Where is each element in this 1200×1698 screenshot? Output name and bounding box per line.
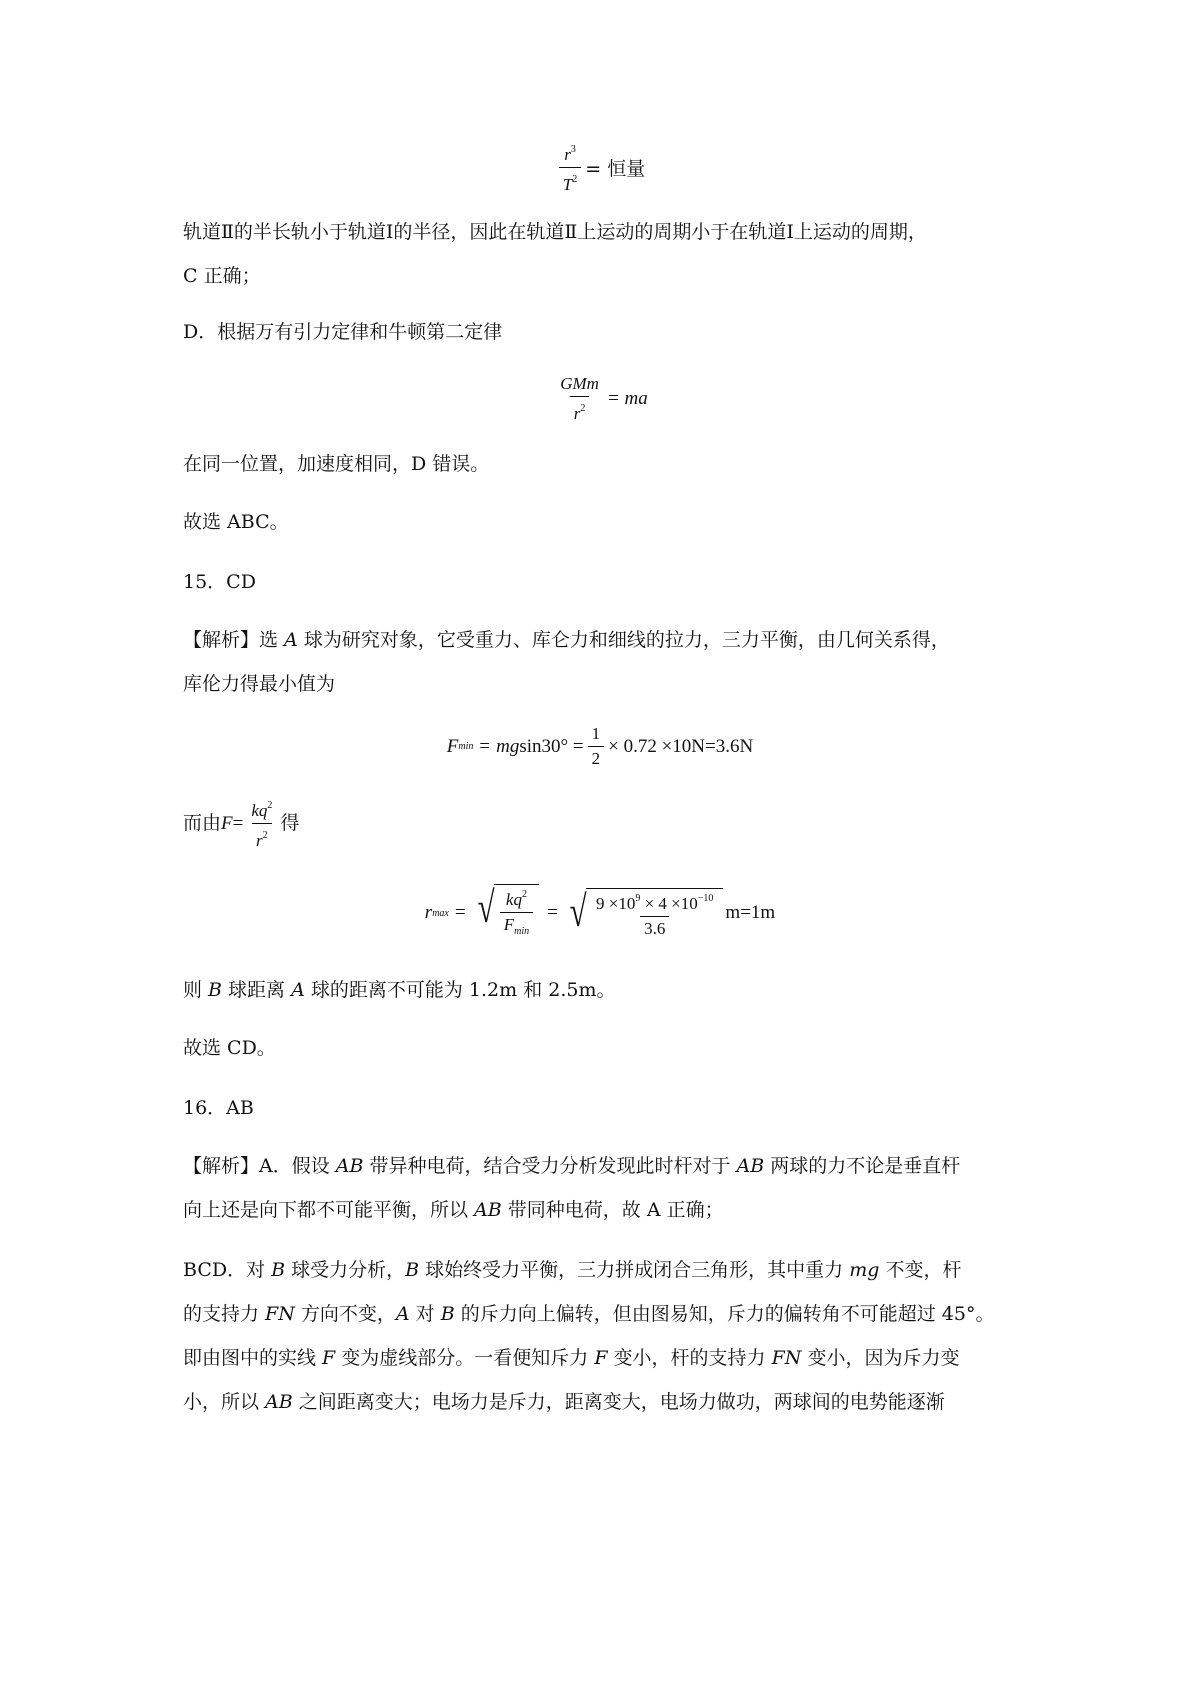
question-answer: 16．AB (183, 1097, 254, 1119)
square-root (566, 888, 724, 939)
paragraph-line: 则 B 球距离 A 球的距离不可能为 1.2m 和 2.5m。 (183, 979, 616, 1001)
paragraph-line: 【解析】A．假设 AB 带异种电荷，结合受力分析发现此时杆对于 AB 两球的力不论是垂直杆 (183, 1155, 961, 1177)
formula-fmin: F min = mg sin30° = $\frac{1}{2}$ × 0.72 ×10N=3.6N (446, 724, 754, 768)
paragraph-line: D．根据万有引力定律和牛顿第二定律 (183, 321, 503, 343)
fraction: $\frac{\text{GMm}}{r^2}$ (560, 374, 599, 423)
radical-icon: √ (477, 883, 495, 932)
formula-kepler (0, 140, 1200, 195)
formula-rmax: r max = √ $\frac{kq^2}{F_{min}}$ = √ $\frac{9 \times 10^9 \times 4 \times 10^{-10}}{3.6}$ m=1m (0, 884, 1200, 942)
formula-rhs: = 恒量 (585, 158, 646, 180)
fraction: $\frac{r^3}{T^2}$ (559, 140, 581, 195)
paragraph-line: C 正确； (183, 265, 261, 287)
radical-icon: √ (569, 886, 587, 936)
formula-rhs: = ma (606, 388, 648, 409)
fraction: $\frac{1}{2}$ (588, 724, 605, 769)
paragraph-line: 而由 F = $\frac{kq^2}{r^2}$ 得 (183, 796, 1043, 848)
paragraph-line: 小，所以 AB 之间距离变大；电场力是斥力，距离变大，电场力做功，两球间的电势能逐渐 (183, 1391, 945, 1413)
paragraph-line: BCD．对 B 球受力分析，B 球始终受力平衡，三力拼成闭合三角形，其中重力 mg 不变，杆 (183, 1259, 962, 1281)
square-root (474, 884, 540, 942)
paragraph-line: 故选 CD。 (183, 1037, 276, 1059)
paragraph-line: 库伦力得最小值为 (183, 673, 336, 695)
formula-gravity (0, 372, 1200, 424)
paragraph-line: 即由图中的实线 F 变为虚线部分。一看便知斥力 F 变小，杆的支持力 FN 变小，因为斥力变 (183, 1347, 960, 1369)
fraction: $\frac{kq^2}{F_{min}}$ (500, 885, 533, 942)
paragraph-line: 【解析】选 A 球为研究对象，它受重力、库仑力和细线的拉力，三力平衡，由几何关系得， (183, 629, 950, 651)
paragraph-line: 的支持力 FN 方向不变，A 对 B 的斥力向上偏转，但由图易知，斥力的偏转角不可能超过 45°。 (183, 1303, 995, 1325)
paragraph-line: 故选 ABC。 (183, 511, 289, 533)
paragraph-line: 在同一位置，加速度相同，D 错误。 (183, 453, 490, 475)
fraction: $\frac{kq^2}{r^2}$ (251, 800, 273, 850)
fraction: $\frac{9 \times 10^9 \times 4 \times 10^{-10}}{3.6}$ (596, 892, 714, 938)
paragraph-line: 轨道Ⅱ的半长轨小于轨道Ⅰ的半径，因此在轨道Ⅱ上运动的周期小于在轨道Ⅰ上运动的周期， (183, 221, 927, 243)
paragraph-line: 向上还是向下都不可能平衡，所以 AB 带同种电荷，故 A 正确； (183, 1199, 724, 1221)
question-answer: 15．CD (183, 571, 256, 593)
